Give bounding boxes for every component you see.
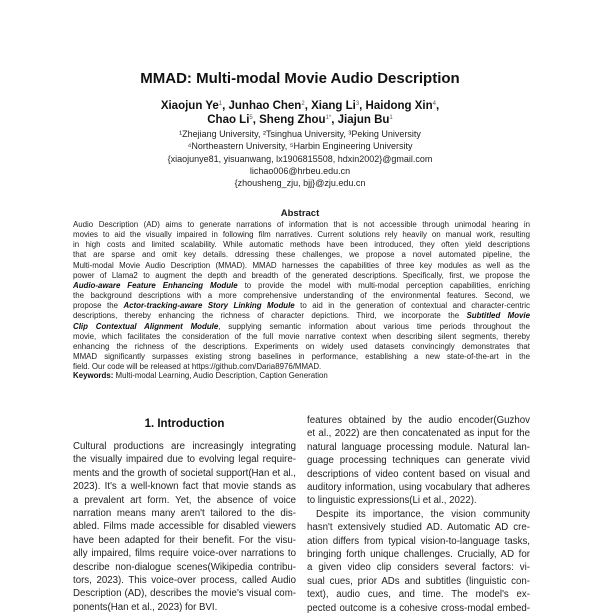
abstract-text: power of Llama2 to augment the depth and breadth of the generated descriptions. Specifically, first, we propose the bbox=[73, 270, 530, 280]
abstract-heading: Abstract bbox=[280, 208, 320, 219]
author-name: Junhao Chen bbox=[228, 100, 302, 112]
body-text-line: have been adapted for their benefit. For the visu- bbox=[73, 534, 296, 546]
abstract-line bbox=[73, 261, 530, 271]
abstract-line bbox=[73, 352, 530, 362]
paper-title: MMAD: Multi-modal Movie Audio Description bbox=[140, 70, 460, 87]
author-affiliation-mark: 5 bbox=[249, 115, 253, 121]
abstract-text: , supplying semantic information about various time periods throughout the bbox=[218, 321, 530, 331]
affiliation-line: ⁴Northeastern University, ⁵Harbin Engineering University bbox=[187, 141, 413, 152]
abstract-line bbox=[73, 342, 530, 352]
abstract-text: in high costs and limited scalability. While automatic methods have been introduced, they often yield descriptions bbox=[73, 240, 530, 250]
abstract-line bbox=[73, 250, 530, 260]
body-text-line: a given video clip considers several factors: vi- bbox=[307, 562, 530, 574]
abstract-text: to provide the model with multi-modal perception capabilities, enriching bbox=[237, 280, 530, 290]
body-text-line: the visually impaired due to evolving legal require- bbox=[73, 454, 296, 466]
abstract-line bbox=[73, 311, 530, 321]
abstract-text: that are sparse and omit key details. ddressing these challenges, we propose a novel automated pipeline, the bbox=[73, 250, 530, 260]
abstract-line bbox=[73, 301, 530, 311]
body-text-line: describe non-dialogue scenes(Wikipedia contribu- bbox=[73, 561, 296, 573]
body-text-line: Despite its importance, the vision community bbox=[316, 508, 530, 520]
body-text-line: Description (AD), describes the movie's visual com- bbox=[73, 588, 296, 600]
section-heading-introduction: 1. Introduction bbox=[144, 418, 225, 430]
body-text-line: ally impaired, films require voice-over narrations to bbox=[73, 548, 296, 560]
author-affiliation-mark: 4 bbox=[432, 101, 436, 107]
body-text-line: abled. Films made accessible for disabled viewers bbox=[73, 521, 296, 533]
module-name: Subtitled Movie bbox=[466, 311, 530, 321]
keywords-label: Keywords: bbox=[73, 371, 114, 380]
abstract-line bbox=[73, 291, 530, 301]
body-text-line: ponents(Han et al., 2023) for BVI. bbox=[73, 601, 218, 613]
body-text-line: sual cues, prior ADs and subtitles (linguistic con- bbox=[307, 575, 530, 587]
abstract-line bbox=[73, 271, 530, 281]
author-line: Chao Li$^5$, Sheng Zhou$^{1*}$, Jiajun Bu$^1$ bbox=[207, 114, 393, 126]
abstract-text: MMAD significantly surpasses existing strong baselines in performance, establishing a new state-of-the-art in the bbox=[73, 351, 530, 361]
body-text-line: auditory information, using vocabulary that adheres bbox=[307, 482, 530, 493]
abstract-text: descriptions, thereby enhancing the richness of character depictions. Third, we incorporate the bbox=[73, 311, 467, 321]
module-name: Actor-tracking-aware Story Linking Module bbox=[123, 301, 295, 311]
body-text-line: natural language processing module. Natural lan- bbox=[307, 441, 530, 453]
abstract-line bbox=[73, 240, 530, 250]
author-name: Chao Li bbox=[207, 114, 250, 126]
author-affiliation-mark: 1* bbox=[325, 115, 332, 121]
abstract-text: movie, which facilitates the consideration of the full movie narrative context when describing silent segments, thereby bbox=[73, 331, 530, 341]
body-text-line: a prevalent art form. Yet, the absence of voice bbox=[73, 494, 296, 506]
abstract-text: to aid in the generation of contextual and character-centric bbox=[294, 301, 530, 311]
author-affiliation-mark: 3 bbox=[355, 101, 360, 107]
keywords-text: Multi-modal Learning, Audio Description, Caption Generation bbox=[113, 371, 328, 380]
body-text-line: bringing forth unique challenges. Crucially, AD for bbox=[307, 549, 530, 560]
body-text-line: tors, 2023). This voice-over process, called Audio bbox=[73, 575, 296, 586]
body-text-line: guage processing techniques can generate vivid bbox=[307, 455, 530, 467]
body-text-line: features obtained by the audio encoder(Guzhov bbox=[307, 415, 530, 426]
abstract-text: enhancing the richness of the descriptions. Experiments on widely used datasets convincingly demonstrates that bbox=[73, 341, 530, 351]
author-affiliation-mark: 2 bbox=[301, 101, 305, 107]
abstract-line bbox=[73, 230, 530, 240]
body-text-line: narration means many aren't tailored to the dis- bbox=[73, 508, 296, 519]
affiliation-line: ¹Zhejiang University, ²Tsinghua University, ³Peking University bbox=[179, 129, 421, 139]
abstract-line bbox=[73, 281, 530, 291]
body-text-line: ments and the growth of societal support(Han et al., bbox=[73, 467, 296, 479]
abstract-line bbox=[73, 332, 530, 342]
abstract-text: movies to aid the visually impaired in following film narratives. Current solutions rely heavily on manual work, resulting bbox=[73, 230, 530, 240]
author-name: Jiajun Bu bbox=[337, 114, 390, 126]
body-text-line: Cultural productions are increasingly integrating bbox=[73, 441, 296, 452]
author-name: Xiang Li bbox=[311, 100, 356, 112]
author-name: Haidong Xin bbox=[365, 100, 433, 112]
affiliation-line: {zhousheng_zju, bjj}@zju.edu.cn bbox=[234, 178, 366, 189]
author-affiliation-mark: 1 bbox=[389, 115, 393, 121]
body-text-line: to linguistic expressions(Li et al., 2022). bbox=[307, 495, 477, 507]
author-affiliation-mark: 1 bbox=[218, 101, 223, 107]
author-line: Xiaojun Ye$^1$, Junhao Chen$^2$, Xiang Li$^3$, Haidong Xin$^4$, bbox=[160, 100, 440, 112]
body-text-line: text), audio cues, and time. The model's ex- bbox=[307, 589, 530, 601]
affiliation-line: {xiaojunye81, yisuanwang, lx1906815508, hdxin2002}@gmail.com bbox=[167, 153, 433, 164]
module-name: Clip Contextual Alignment Module bbox=[73, 321, 219, 331]
body-text-line: pected outcome is a cohesive cross-modal embed- bbox=[307, 602, 530, 614]
body-text-line: descriptions of video content based on visual and bbox=[307, 468, 530, 480]
keywords bbox=[73, 371, 328, 380]
body-text-line: 2023). It's a well-known fact that movie stands as bbox=[73, 481, 296, 493]
abstract-text: the background descriptions with a more comprehensive understanding of the environmental features. Second, we bbox=[73, 291, 530, 301]
abstract-text: propose the bbox=[73, 301, 124, 311]
abstract-text: field. Our code will be released at https://github.com/Daria8976/MMAD. bbox=[73, 362, 322, 372]
abstract-line bbox=[73, 322, 530, 332]
author-name: Sheng Zhou bbox=[259, 114, 326, 126]
body-text-line: et al., 2022) are then concatenated as input for the bbox=[307, 428, 530, 440]
body-text-line: hasn't extensively studied AD. Automatic AD cre- bbox=[307, 522, 530, 534]
module-name: Audio-aware Feature Enhancing Module bbox=[73, 280, 238, 290]
affiliation-line: lichao006@hrbeu.edu.cn bbox=[249, 165, 351, 176]
abstract-text: Audio Description (AD) aims to generate narrations of information that is not accessible through unimodal hearing in bbox=[73, 220, 530, 229]
abstract-text: Multi-modal Movie Audio Description (MMAD). MMAD harnesses the capabilities of three key modules as well as the bbox=[73, 260, 530, 270]
author-name: Xiaojun Ye bbox=[160, 100, 219, 112]
abstract-line bbox=[73, 220, 530, 230]
body-text-line: ation differs from typical vision-to-language tasks, bbox=[307, 535, 530, 547]
